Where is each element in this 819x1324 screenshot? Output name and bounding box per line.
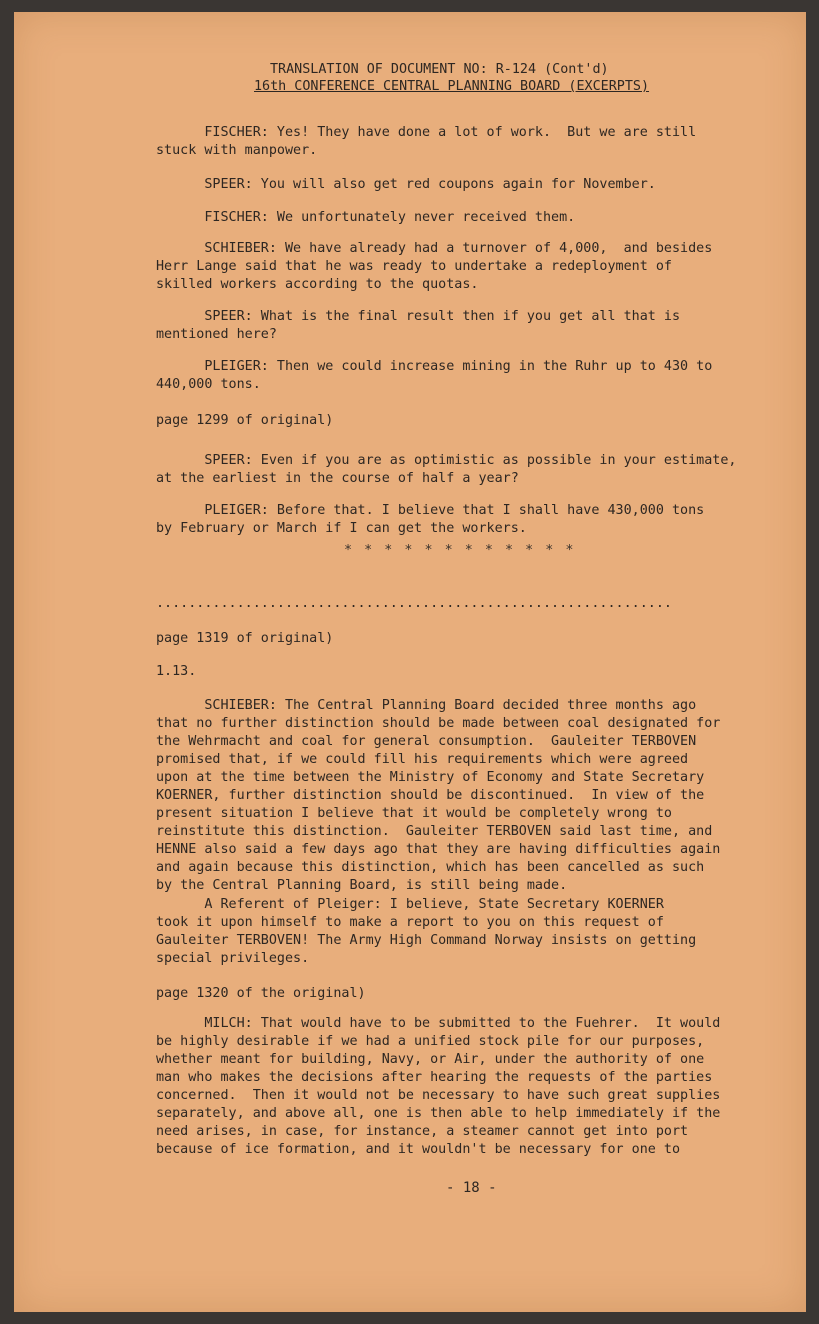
document-page (14, 12, 806, 1312)
section-divider-dots: ................................................................ (156, 596, 672, 611)
paragraph: FISCHER: Yes! They have done a lot of work. But we are still stuck with manpower. (156, 125, 697, 158)
page-reference: page 1319 of original) (156, 631, 334, 646)
paragraph: SPEER: You will also get red coupons again for November. (156, 177, 656, 192)
paragraph: SCHIEBER: The Central Planning Board decided three months ago that no further distinction should be made between coal designated for the Wehrmacht and coal for general consumption. Gauleiter TERBOVEN promised that, if we could fill his requirements which were agreed upon at the time between the Ministry of Economy and State Secretary KOERNER, further distinction should be discontinued. In view of the present situation I believe that it would be completely wrong to reinstitute this distinction. Gauleiter TERBOVEN said last time, and HENNE also said a few days ago that they are having difficulties again and again because this distinction, which has been cancelled as such by the Central Planning Board, is still being made. (156, 698, 721, 893)
header-title: TRANSLATION OF DOCUMENT NO: R-124 (Cont'd) (270, 62, 609, 77)
paragraph: SCHIEBER: We have already had a turnover of 4,000, and besides Herr Lange said that he was ready to undertake a redeployment of skilled workers according to the quotas. (156, 241, 713, 292)
page-reference: page 1299 of original) (156, 413, 334, 428)
paragraph: A Referent of Pleiger: I believe, State Secretary KOERNER took it upon himself to make a report to you on this request of Gauleiter TERBOVEN! The Army High Command Norway insists on getting special privileges. (156, 897, 697, 966)
page-number: - 18 - (446, 1180, 497, 1196)
section-divider-stars: * * * * * * * * * * * * (344, 543, 576, 558)
page-reference: page 1320 of the original) (156, 986, 366, 1001)
section-number: 1.13. (156, 664, 197, 679)
paragraph: SPEER: Even if you are as optimistic as possible in your estimate, at the earliest in the course of half a year? (156, 453, 737, 486)
paragraph: PLEIGER: Then we could increase mining in the Ruhr up to 430 to 440,000 tons. (156, 359, 713, 392)
paragraph: FISCHER: We unfortunately never received them. (156, 210, 576, 225)
paragraph: MILCH: That would have to be submitted to the Fuehrer. It would be highly desirable if we had a unified stock pile for our purposes, whether meant for building, Navy, or Air, under the authority of one man who makes the decisions after hearing the requests of the parties concerned. Then it would not be necessary to have such great supplies separately, and above all, one is then able to help immediately if the need arises, in case, for instance, a steamer cannot get into port because of ice formation, and it wouldn't be necessary for one to (156, 1016, 721, 1157)
paragraph: SPEER: What is the final result then if you get all that is mentioned here? (156, 309, 681, 342)
paragraph: PLEIGER: Before that. I believe that I shall have 430,000 tons by February or March if I can get the workers. (156, 503, 705, 536)
header-subtitle: 16th CONFERENCE CENTRAL PLANNING BOARD (EXCERPTS) (254, 79, 650, 94)
